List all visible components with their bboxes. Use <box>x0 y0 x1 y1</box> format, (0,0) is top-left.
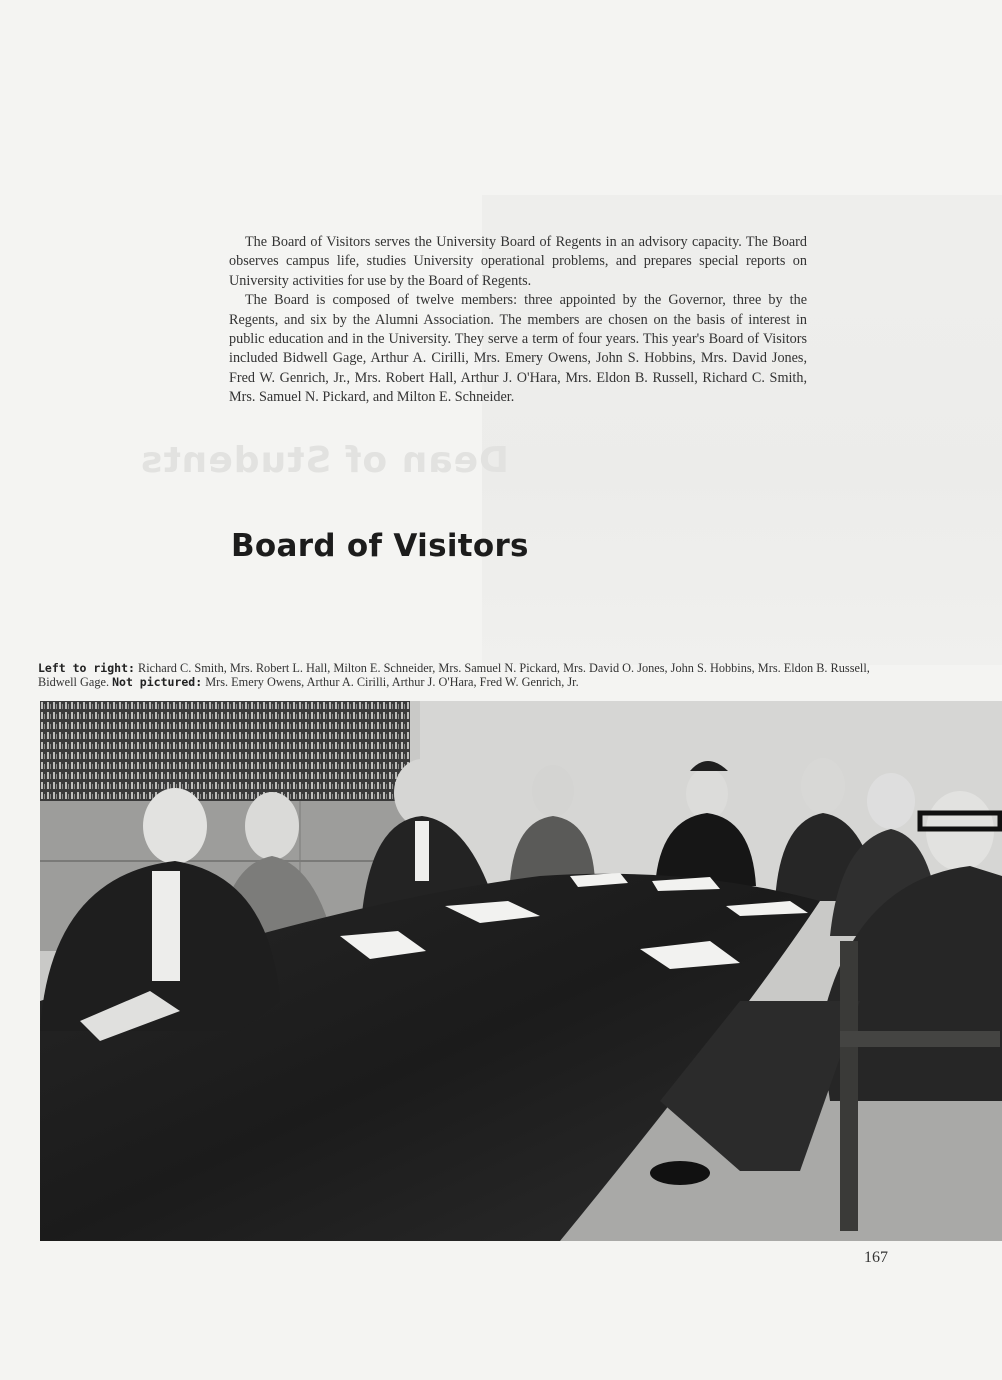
intro-text <box>229 233 807 408</box>
page-number: 167 <box>864 1249 888 1266</box>
intro-paragraph-1: The Board of Visitors serves the University Board of Regents in an advisory capacity. The Board observes campus life, studies University operational problems, and prepares special reports on University activities for use by the Board of Regents. <box>229 234 807 289</box>
caption-not-pictured-label: Not pictured: <box>112 675 203 689</box>
textured-curtain <box>40 701 410 801</box>
group-photo-drawing <box>40 701 1002 1241</box>
caption-left-names: Richard C. Smith, Mrs. Robert L. Hall, Milton E. Schneider, Mrs. Samuel N. Pickard, Mrs. David O. Jones, John S. Hobbins, Mrs. Eldon B. Russell, Bidwell Gage. <box>38 661 870 689</box>
photo-caption <box>38 661 898 689</box>
caption-left-label: Left to right: <box>38 661 135 675</box>
bleed-through-heading: Dean of Students <box>140 440 509 481</box>
page-title: Board of Visitors <box>231 528 529 564</box>
intro-paragraph-2: The Board is composed of twelve members: three appointed by the Governor, three by the Regents, and six by the Alumni Association. The members are chosen on the basis of interest in public education and in the University. They serve a term of four years. This year's Board of Visitors included Bidwell Gage, Arthur A. Cirilli, Mrs. Emery Owens, John S. Hobbins, Mrs. David Jones, Fred W. Genrich, Jr., Mrs. Robert Hall, Arthur J. O'Hara, Mrs. Eldon B. Russell, Richard C. Smith, Mrs. Samuel N. Pickard, and Milton E. Schneider. <box>229 292 807 406</box>
group-photo <box>40 701 1002 1241</box>
caption-not-pictured-names: Mrs. Emery Owens, Arthur A. Cirilli, Arthur J. O'Hara, Fred W. Genrich, Jr. <box>202 675 579 689</box>
